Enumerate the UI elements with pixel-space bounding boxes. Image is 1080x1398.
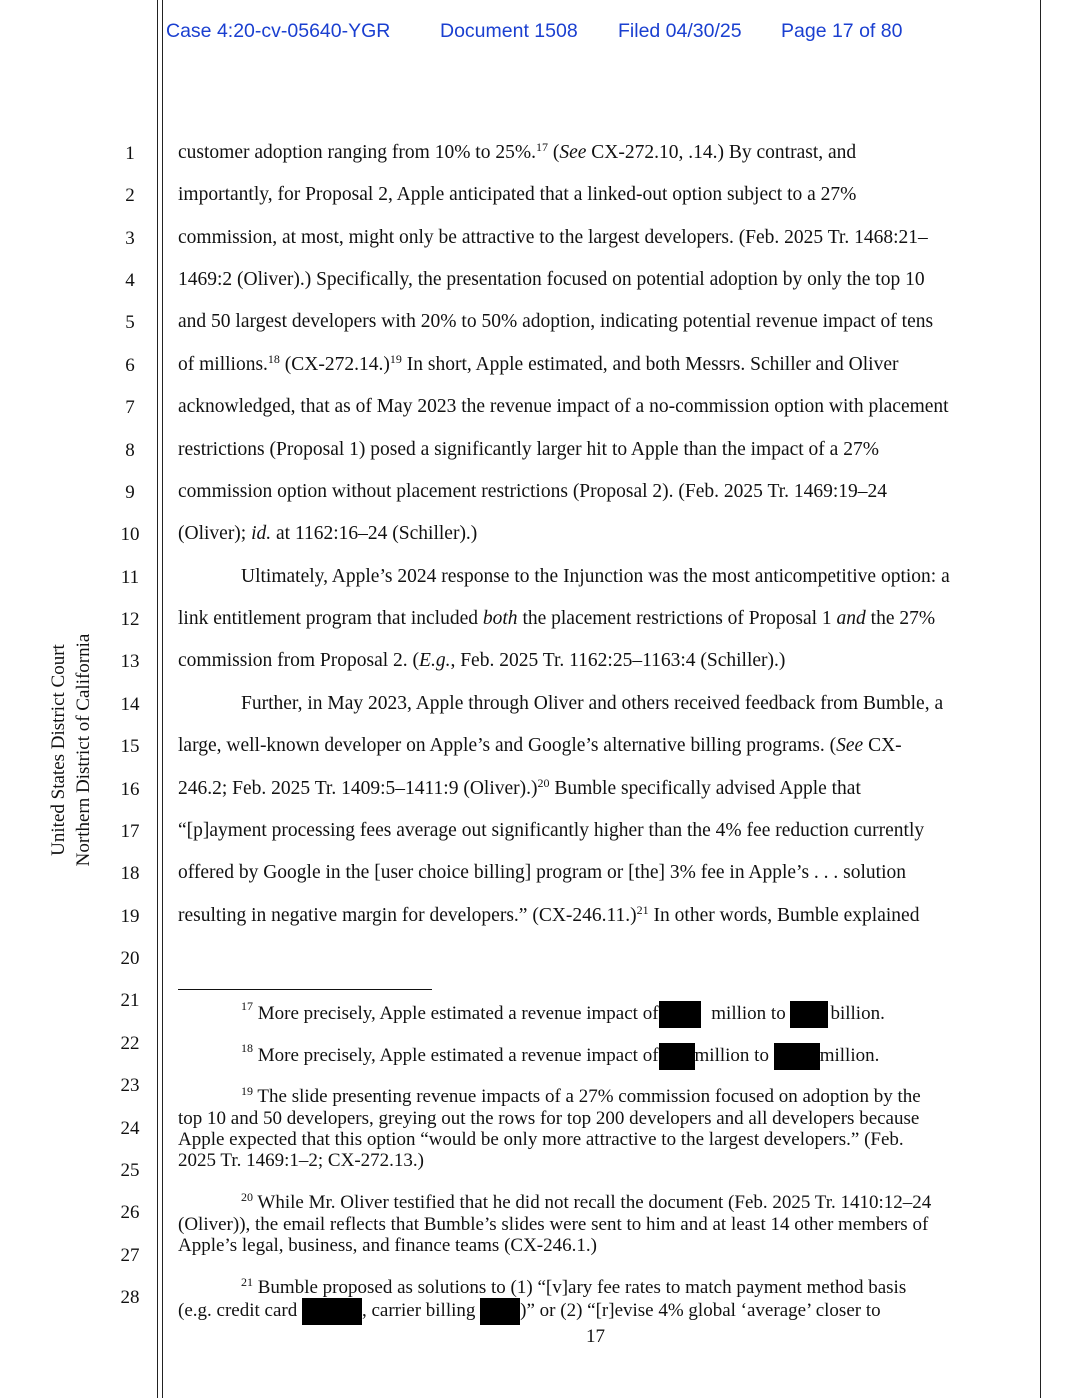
footnote-separator [178,989,432,990]
body-line-12: link entitlement program that included both the placement restrictions of Proposal 1 and the 27% [178,608,936,629]
line-number: 13 [120,651,140,672]
footnote-number: 21 [241,1275,253,1289]
footnote-ref: 21 [636,903,649,917]
header-document: Document 1508 [440,20,578,42]
header-page-count: Page 17 of 80 [781,20,903,42]
line-number: 20 [120,948,140,969]
left-margin-rule-1 [157,0,158,1398]
line-number: 10 [120,524,140,545]
footnote-19-line-2: top 10 and 50 developers, greying out the rows for top 200 developers and all developers because [178,1108,920,1129]
footnote-ref: 20 [537,776,550,790]
footnote-20-line-2: (Oliver)), the email reflects that Bumble’s slides were sent to him and at least 14 other members of [178,1214,929,1235]
body-line-10: (Oliver); id. at 1162:16–24 (Schiller).) [178,523,478,544]
body-line-15: large, well-known developer on Apple’s and Google’s alternative billing programs. (See CX- [178,735,902,756]
line-number: 6 [125,355,135,376]
line-number: 7 [125,397,135,418]
line-number: 1 [125,143,135,164]
line-number: 5 [125,312,135,333]
body-line-14: Further, in May 2023, Apple through Oliver and others received feedback from Bumble, a [241,693,944,714]
body-line-3: commission, at most, might only be attractive to the largest developers. (Feb. 2025 Tr. 1468:21– [178,227,928,248]
body-line-2: importantly, for Proposal 2, Apple anticipated that a linked-out option subject to a 27% [178,184,857,205]
footnote-number: 19 [241,1084,253,1098]
body-line-9: commission option without placement restrictions (Proposal 2). (Feb. 2025 Tr. 1469:19–24 [178,481,888,502]
footnote-19-line-3: Apple expected that this option “would be only more attractive to the largest developers.” (Feb. [178,1129,904,1150]
footnote-21-line-1: $^{21}$ Bumble proposed as solutions to (1) “[v]ary fee rates to match payment method basis [241,1275,907,1298]
line-number: 2 [125,185,135,206]
side-court-name: United States District Court [48,644,69,856]
footnote-19-line-1: $^{19}$ The slide presenting revenue impacts of a 27% commission focused on adoption by the [241,1084,921,1107]
header-case-number: Case 4:20-cv-05640-YGR [166,20,391,42]
footnote-number: 18 [241,1041,253,1055]
line-number: 9 [125,482,135,503]
body-line-8: restrictions (Proposal 1) posed a significantly larger hit to Apple than the impact of a 27% [178,439,879,460]
line-number: 11 [120,567,140,588]
body-line-7: acknowledged, that as of May 2023 the revenue impact of a no-commission option with placement [178,396,949,417]
line-number: 24 [120,1118,140,1139]
footnote-20-line-3: Apple’s legal, business, and finance teams (CX-246.1.) [178,1235,597,1256]
line-number: 26 [120,1202,140,1223]
footnote-18: $^{18}$ More precisely, Apple estimated a revenue impact of million to million. [241,1043,879,1070]
side-district-name: Northern District of California [73,633,94,867]
body-line-1: customer adoption ranging from 10% to 25%.$^{17}$ (See CX-272.10, .14.) By contrast, and [178,140,857,163]
line-number: 18 [120,863,140,884]
redaction-box [774,1043,820,1070]
footnote-20-line-1: $^{20}$ While Mr. Oliver testified that he did not recall the document (Feb. 2025 Tr. 1410:12–24 [241,1190,932,1213]
line-number: 14 [120,694,140,715]
body-line-19: resulting in negative margin for developers.” $(CX-246.11.)^{21}$ In other words, Bumble explained [178,903,920,926]
redaction-box [790,1001,828,1028]
body-line-16: 246.2; Feb. 2025 Tr. 1409:5–1411:9 (Oliver).)$^{20}$ Bumble specifically advised Apple that [178,776,861,799]
line-number: 16 [120,779,140,800]
line-number: 8 [125,440,135,461]
body-line-18: offered by Google in the [user choice billing] program or [the] 3% fee in Apple’s . . . solution [178,862,906,883]
footnote-ref: 18 [267,352,280,366]
footnote-number: 17 [241,999,253,1013]
line-number: 12 [120,609,140,630]
header-filed-date: Filed 04/30/25 [618,20,742,42]
body-line-13: commission from Proposal 2. (E.g., Feb. 2025 Tr. 1162:25–1163:4 (Schiller).) [178,650,786,671]
footnote-19-line-4: 2025 Tr. 1469:1–2; CX-272.13.) [178,1150,424,1171]
body-line-11: Ultimately, Apple’s 2024 response to the Injunction was the most anticompetitive option: a [241,566,950,587]
line-number: 4 [125,270,135,291]
body-line-4: 1469:2 (Oliver).) Specifically, the presentation focused on potential adoption by only the top 10 [178,269,925,290]
body-line-5: and 50 largest developers with 20% to 50% adoption, indicating potential revenue impact of tens [178,311,934,332]
redaction-box [659,1043,695,1070]
line-number: 25 [120,1160,140,1181]
redaction-box [480,1298,520,1325]
footnote-ref: 17 [535,140,548,154]
line-number: 17 [120,821,140,842]
line-number: 23 [120,1075,140,1096]
line-number: 27 [120,1245,140,1266]
footnote-number: 20 [241,1190,253,1204]
footnote-17: $^{17}$ More precisely, Apple estimated a revenue impact of million to billion. [241,1001,885,1028]
line-number: 21 [120,990,140,1011]
right-margin-rule [1040,0,1041,1398]
body-line-17: “[p]ayment processing fees average out significantly higher than the 4% fee reduction currently [178,820,925,841]
page-number: 17 [586,1326,605,1347]
line-number: 28 [120,1287,140,1308]
line-number: 15 [120,736,140,757]
line-number: 19 [120,906,140,927]
redaction-box [302,1298,362,1325]
footnote-21-line-2: (e.g. credit card , carrier billing )” or (2) “[r]evise 4% global ‘average’ closer to [178,1298,881,1325]
line-number: 22 [120,1033,140,1054]
redaction-box [659,1001,701,1028]
footnote-ref: 19 [389,352,402,366]
body-line-6: of millions.$^{18}$ $(CX-272.14.)^{19}$ In short, Apple estimated, and both Messrs. Schiller and Oliver [178,352,899,375]
left-margin-rule-2 [162,0,163,1398]
line-number: 3 [125,228,135,249]
